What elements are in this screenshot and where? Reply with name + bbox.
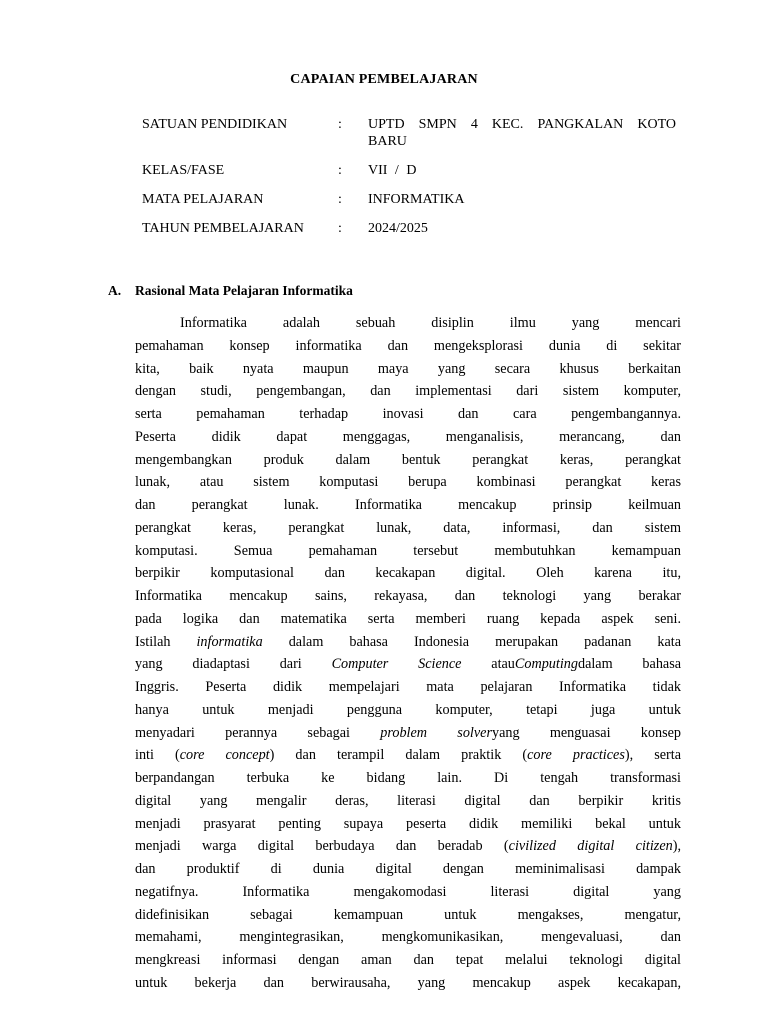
section-heading (108, 283, 353, 299)
text-run: Istilah (135, 633, 171, 650)
paragraph-line: untuk bekerja dan berwirausaha, yang mencakup aspek kecakapan, (135, 974, 681, 991)
paragraph-line: dengan studi, pengembangan, dan implementasi dari sistem komputer, (135, 383, 681, 400)
paragraph-line: dan produktif di dunia digital dengan meminimalisasi dampak (135, 861, 681, 877)
paragraph-line: didefinisikan sebagai kemampuan untuk mengakses, mengatur, (135, 906, 681, 923)
text-run: ), (672, 838, 681, 855)
info-label: SATUAN PENDIDIKAN (142, 117, 288, 132)
paragraph-line: mengkreasi informasi dengan aman dan tepat melalui teknologi digital (135, 952, 681, 968)
paragraph-line: Peserta didik dapat menggagas, menganalisis, merancang, dan (135, 428, 681, 445)
text-run: yang menguasai konsep (491, 724, 681, 741)
info-value: VII / D (368, 163, 417, 178)
paragraph-line (135, 722, 681, 745)
paragraph-line: mengembangkan produk dalam bentuk perangkat keras, perangkat (135, 451, 681, 468)
text-run: yang diadaptasi dari (135, 656, 302, 673)
text-run: menyadari perannya sebagai (135, 724, 350, 741)
info-colon: : (338, 221, 342, 236)
italic-term: core concept (179, 747, 270, 764)
paragraph-line: berpikir komputasional dan kecakapan digital. Oleh karena itu, (135, 565, 681, 582)
body-paragraph (135, 312, 681, 995)
info-colon: : (338, 117, 342, 132)
paragraph-line: pemahaman konsep informatika dan mengeksplorasi dunia di sekitar (135, 337, 681, 354)
paragraph-line (135, 744, 681, 767)
text-run: atau (491, 656, 515, 673)
info-value: 2024/2025 (368, 221, 428, 236)
paragraph-line: berpandangan terbuka ke bidang lain. Di tengah transformasi (135, 770, 681, 786)
paragraph-line: dan perangkat lunak. Informatika mencakup prinsip keilmuan (135, 497, 681, 513)
italic-term: informatika (196, 633, 263, 650)
italic-term: core practices (527, 747, 625, 764)
text-run: inti ( (135, 747, 180, 764)
section-letter: A. (108, 283, 122, 298)
italic-term: Computing (514, 656, 578, 673)
info-label: KELAS/FASE (142, 163, 225, 178)
italic-term: Computer Science (331, 656, 462, 673)
text-run: menjadi warga digital berbudaya dan beradab ( (135, 838, 509, 855)
paragraph-line (135, 631, 681, 654)
paragraph-line: digital yang mengalir deras, literasi digital dan berpikir kritis (135, 792, 681, 809)
info-colon: : (338, 163, 342, 178)
info-label: TAHUN PEMBELAJARAN (142, 221, 304, 236)
paragraph-line: Informatika adalah sebuah disiplin ilmu yang mencari (180, 315, 681, 331)
text-run: ), serta (624, 747, 681, 764)
info-value: UPTD SMPN 4 KEC. PANGKALAN KOTO BARU (368, 117, 676, 149)
paragraph-line (135, 835, 681, 858)
paragraph-line: kita, baik nyata maupun maya yang secara khusus berkaitan (135, 360, 681, 377)
paragraph-line: Informatika mencakup sains, rekayasa, dan teknologi yang berakar (135, 588, 681, 604)
text-run: dalam bahasa (577, 656, 681, 673)
section-title: Rasional Mata Pelajaran Informatika (135, 283, 353, 298)
info-row-mata-pelajaran (142, 191, 676, 208)
text-run: dalam bahasa Indonesia merupakan padanan kata (288, 633, 681, 650)
paragraph-line: memahami, mengintegrasikan, mengkomunikasikan, mengevaluasi, dan (135, 929, 681, 946)
info-label: MATA PELAJARAN (142, 192, 264, 207)
italic-term: problem solver (380, 724, 492, 741)
paragraph-line: serta pemahaman terhadap inovasi dan cara pengembangannya. (135, 406, 681, 422)
paragraph-line: pada logika dan matematika serta memberi ruang kepada aspek seni. (135, 610, 681, 627)
info-colon: : (338, 192, 342, 207)
paragraph-line: komputasi. Semua pemahaman tersebut membutuhkan kemampuan (135, 542, 681, 559)
paragraph-line: menjadi prasyarat penting supaya peserta didik memiliki bekal untuk (135, 815, 681, 832)
info-row-satuan-pendidikan (142, 116, 676, 150)
paragraph-line: Inggris. Peserta didik mempelajari mata pelajaran Informatika tidak (135, 679, 681, 695)
paragraph-line: perangkat keras, perangkat lunak, data, informasi, dan sistem (135, 519, 681, 536)
italic-term: civilized digital citizen (508, 838, 673, 855)
info-table (142, 116, 676, 249)
paragraph-line: lunak, atau sistem komputasi berupa kombinasi perangkat keras (135, 474, 681, 491)
paragraph-line (135, 653, 681, 676)
paragraph-line: hanya untuk menjadi pengguna komputer, tetapi juga untuk (135, 701, 681, 718)
info-row-kelas-fase (142, 162, 676, 179)
paragraph-line: negatifnya. Informatika mengakomodasi literasi digital yang (135, 883, 681, 900)
info-row-tahun-pembelajaran (142, 220, 676, 237)
page-title: CAPAIAN PEMBELAJARAN (290, 72, 478, 87)
info-value: INFORMATIKA (368, 192, 465, 207)
text-run: ) dan terampil dalam praktik ( (269, 747, 528, 764)
